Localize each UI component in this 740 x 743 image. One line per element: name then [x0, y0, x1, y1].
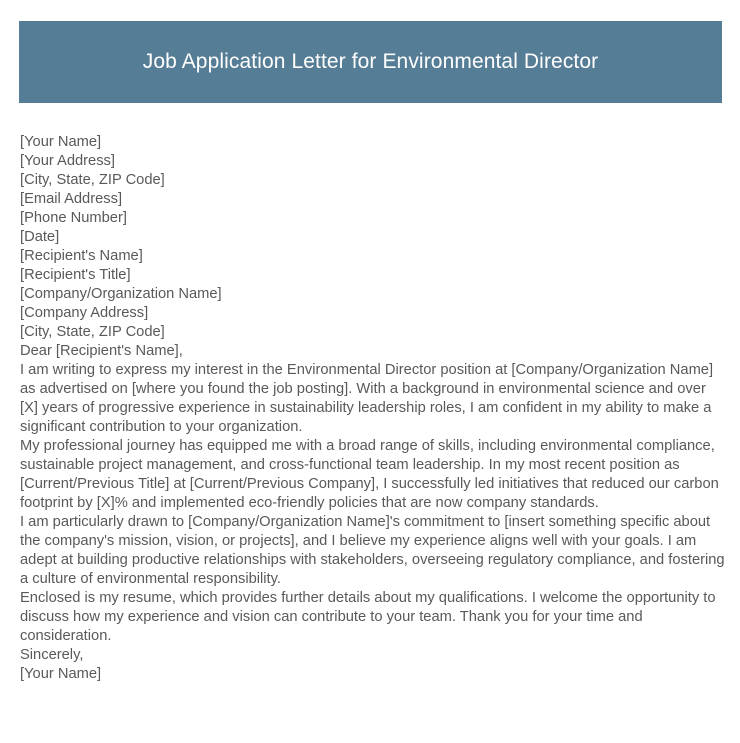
recipient-name-line: [Recipient's Name] — [20, 248, 143, 264]
recipient-title-line: [Recipient's Title] — [20, 267, 131, 283]
sender-city-line: [City, State, ZIP Code] — [20, 172, 165, 188]
closing-line: Sincerely, — [20, 647, 84, 663]
body-paragraph-3: I am particularly drawn to [Company/Organization Name]'s commitment to [insert something specific about the company's mission, vision, or projects], and I believe my experience aligns well with your goals. I am adept at building productive relationships with stakeholders, overseeing regulatory compliance, and fostering a culture of environmental responsibility. — [20, 514, 725, 587]
salutation-line: Dear [Recipient's Name], — [20, 343, 183, 359]
sender-name-line: [Your Name] — [20, 134, 102, 150]
body-paragraph-4: Enclosed is my resume, which provides further details about my qualifications. I welcome the opportunity to discuss how my experience and vision can contribute to your team. Thank you for your time and consideration. — [20, 590, 716, 644]
sender-email-line: [Email Address] — [20, 191, 123, 207]
page-title: Job Application Letter for Environmental Director — [142, 50, 599, 74]
letter-body — [20, 133, 726, 684]
signature-line: [Your Name] — [20, 666, 102, 682]
recipient-address-line: [Company Address] — [20, 305, 149, 321]
body-paragraph-2: My professional journey has equipped me with a broad range of skills, including environmental compliance, sustainable project management, and cross-functional team leadership. In my most recent position as [Current/Previous Title] at [Current/Previous Company], I successfully led initiatives that reduced our carbon footprint by [X]% and implemented eco-friendly policies that are now company standards. — [20, 438, 719, 511]
recipient-company-line: [Company/Organization Name] — [20, 286, 222, 302]
sender-address-line: [Your Address] — [20, 153, 115, 169]
date-line: [Date] — [20, 229, 60, 245]
document-title-banner — [19, 21, 722, 103]
recipient-city-line: [City, State, ZIP Code] — [20, 324, 165, 340]
body-paragraph-1: I am writing to express my interest in the Environmental Director position at [Company/Organization Name] as advertised on [where you found the job posting]. With a background in environmental science and over [X] years of progressive experience in sustainability leadership roles, I am confident in my ability to make a significant contribution to your organization. — [20, 362, 714, 435]
sender-phone-line: [Phone Number] — [20, 210, 127, 226]
